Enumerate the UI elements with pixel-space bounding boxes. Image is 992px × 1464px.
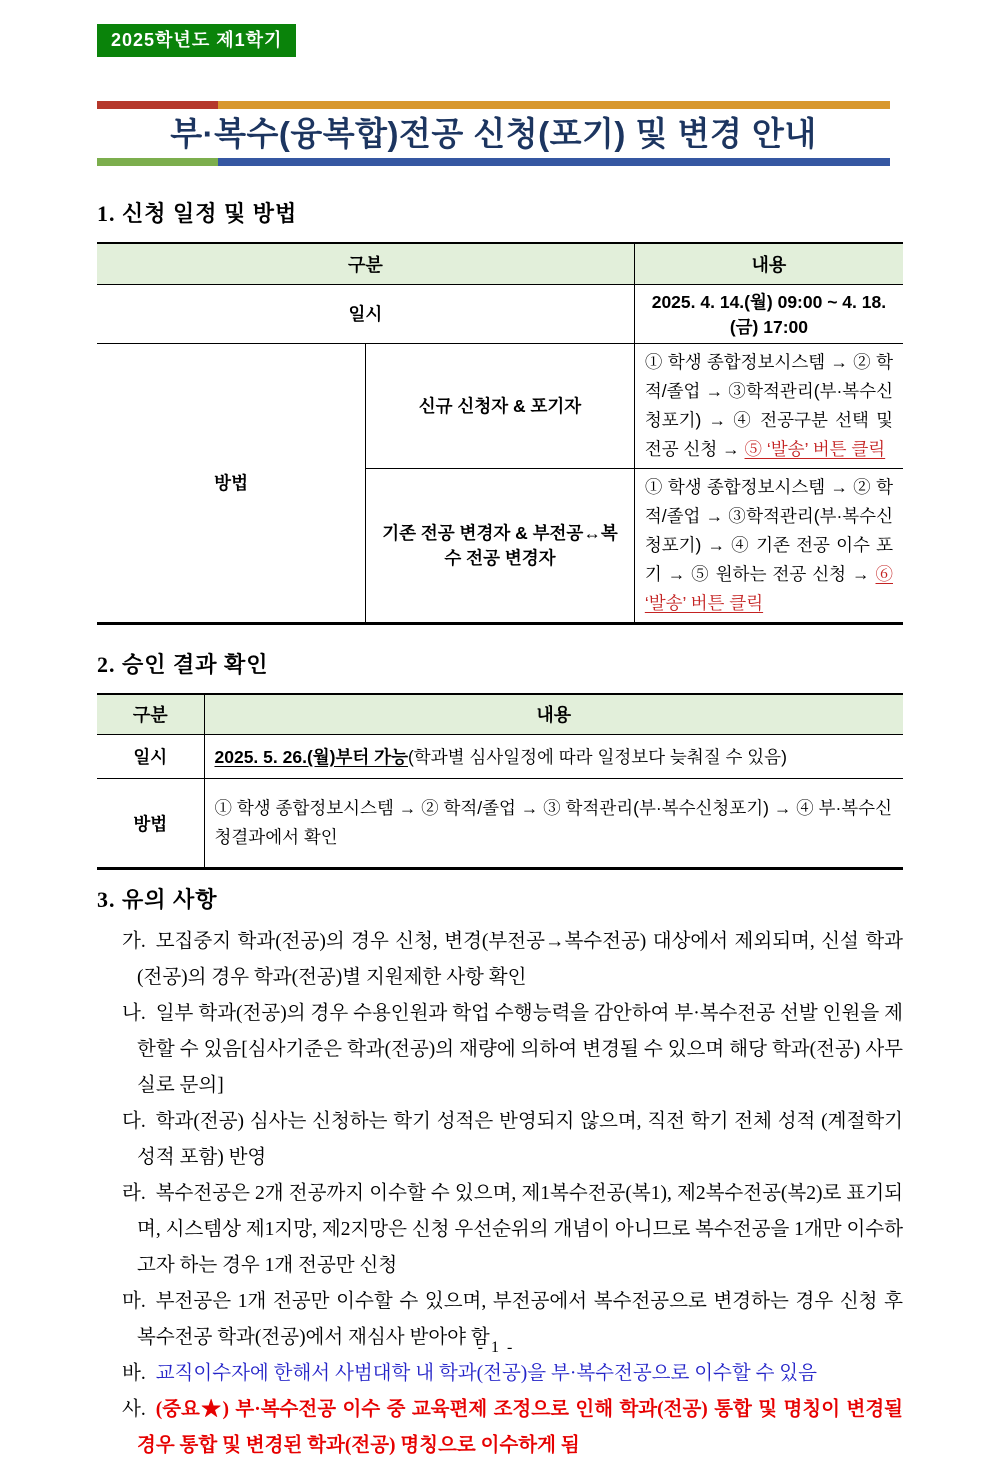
section1-table-header-row — [97, 243, 903, 284]
section1-method-sub1-label: 신규 신청자 & 포기자 — [366, 343, 635, 468]
notice-item-na-marker: 나. — [122, 1003, 146, 1024]
section1-method-sub2-label: 기존 전공 변경자 & 부전공↔복수 전공 변경자 — [366, 468, 635, 623]
page-number: - 1 - — [477, 1339, 515, 1356]
semester-badge: 2025학년도 제1학기 — [97, 24, 296, 57]
section2-table-header-row — [97, 694, 903, 735]
section1-method-sub1-steps — [634, 343, 903, 468]
section2-method-steps: ① 학생 종합정보시스템 → ② 학적/졸업 → ③ 학적관리(부·복수신청포기) → ④ 부·복수신청결과에서 확인 — [204, 779, 903, 869]
title-top-bar-orange-segment — [218, 101, 890, 109]
section1-table — [97, 242, 903, 625]
section1-method-sub2-steps-send-click: ⑥ ‘발송’ 버튼 클릭 — [644, 563, 893, 613]
section1-method-sub1-steps-main: ① 학생 종합정보시스템 → ② 학적/졸업 → ③학적관리(부·복수신청포기) → ④ 전공구분 선택 및 전공 신청 → — [644, 351, 893, 459]
notice-item-ma-text: 부전공은 1개 전공만 이수할 수 있으며, 부전공에서 복수전공으로 변경하는 경우 신청 후 복수전공 학과(전공)에서 재심사 받아야 함 — [137, 1291, 903, 1348]
section1-method-sub1-steps-send-click: ⑤ ‘발송’ 버튼 클릭 — [744, 438, 886, 459]
title-top-bar-red-segment — [97, 101, 218, 109]
section2-heading: 2. 승인 결과 확인 — [97, 651, 269, 677]
section1-datetime-label: 일시 — [97, 284, 634, 343]
section2-method-row — [97, 779, 903, 869]
section2-table — [97, 693, 903, 871]
title-block — [97, 101, 890, 166]
section1-method-sub2-steps — [634, 468, 903, 623]
section2-col-category: 구분 — [97, 694, 204, 735]
section1-col-content: 내용 — [634, 243, 903, 284]
notice-item-ra — [97, 1176, 903, 1284]
notice-item-na — [97, 996, 903, 1104]
notice-item-sa-marker: 사. — [122, 1399, 146, 1420]
section1-col-category: 구분 — [97, 243, 634, 284]
notice-item-ba-marker: 바. — [122, 1363, 146, 1384]
notice-item-ga-text: 모집중지 학과(전공)의 경우 신청, 변경(부전공→복수전공) 대상에서 제외되며, 신설 학과(전공)의 경우 학과(전공)별 지원제한 사항 확인 — [137, 931, 903, 988]
notice-item-ma-marker: 마. — [122, 1291, 146, 1312]
section2-datetime-note: (학과별 심사일정에 따라 일정보다 늦춰질 수 있음) — [407, 747, 787, 767]
section3-heading: 3. 유의 사항 — [97, 887, 218, 912]
notice-item-sa-text: (중요★) 부·복수전공 이수 중 교육편제 조정으로 인해 학과(전공) 통합 및 명칭이 변경될 경우 통합 및 변경된 학과(전공) 명칭으로 이수하게 됨 — [137, 1399, 903, 1456]
section3-notice-list — [97, 924, 903, 1464]
title-bottom-bar-blue-segment — [218, 158, 890, 166]
notice-item-sa — [97, 1392, 903, 1464]
section2-datetime-label: 일시 — [97, 735, 204, 779]
notice-item-ba — [97, 1356, 903, 1392]
notice-item-ra-text: 복수전공은 2개 전공까지 이수할 수 있으며, 제1복수전공(복1), 제2복수전공(복2)로 표기되며, 시스템상 제1지망, 제2지망은 신청 우선순위의 개념이 아니므로 복수전공을 1개만 이수하고자 하는 경우 1개 전공만 신청 — [137, 1183, 903, 1276]
section1-method-row-new — [97, 343, 903, 468]
section2-method-label: 방법 — [97, 779, 204, 869]
section1-datetime-value: 2025. 4. 14.(월) 09:00 ~ 4. 18.(금) 17:00 — [634, 284, 903, 343]
notice-item-ba-text: 교직이수자에 한해서 사범대학 내 학과(전공)을 부·복수전공으로 이수할 수 있음 — [155, 1363, 817, 1384]
section2-datetime-row — [97, 735, 903, 779]
notice-item-da — [97, 1104, 903, 1176]
page-title: 부·복수(융복합)전공 신청(포기) 및 변경 안내 — [170, 115, 817, 152]
notice-item-na-text: 일부 학과(전공)의 경우 수용인원과 학업 수행능력을 감안하여 부·복수전공 선발 인원을 제한할 수 있음[심사기준은 학과(전공)의 재량에 의하여 변경될 수 있으며 해당 학과(전공) 사무실로 문의] — [137, 1003, 903, 1096]
section2-datetime-value — [204, 735, 903, 779]
title-bottom-bar-green-segment — [97, 158, 218, 166]
notice-item-da-marker: 다. — [122, 1111, 146, 1132]
notice-item-ga — [97, 924, 903, 996]
notice-item-da-text: 학과(전공) 심사는 신청하는 학기 성적은 반영되지 않으며, 직전 학기 전체 성적 (계절학기 성적 포함) 반영 — [137, 1111, 903, 1168]
section1-datetime-row — [97, 284, 903, 343]
title-top-bar — [97, 101, 890, 109]
section1-method-sub2-steps-main: ① 학생 종합정보시스템 → ② 학적/졸업 → ③학적관리(부·복수신청포기) → ④ 기존 전공 이수 포기 → ⑤ 원하는 전공 신청 → — [644, 476, 893, 584]
notice-item-ga-marker: 가. — [122, 931, 146, 952]
section2-col-content: 내용 — [204, 694, 903, 735]
title-bottom-bar — [97, 158, 890, 166]
notice-item-ra-marker: 라. — [122, 1183, 146, 1204]
section1-method-label: 방법 — [97, 343, 366, 623]
section1-heading: 1. 신청 일정 및 방법 — [97, 201, 298, 226]
section2-datetime-date: 2025. 5. 26.(월)부터 가능 — [214, 747, 408, 767]
